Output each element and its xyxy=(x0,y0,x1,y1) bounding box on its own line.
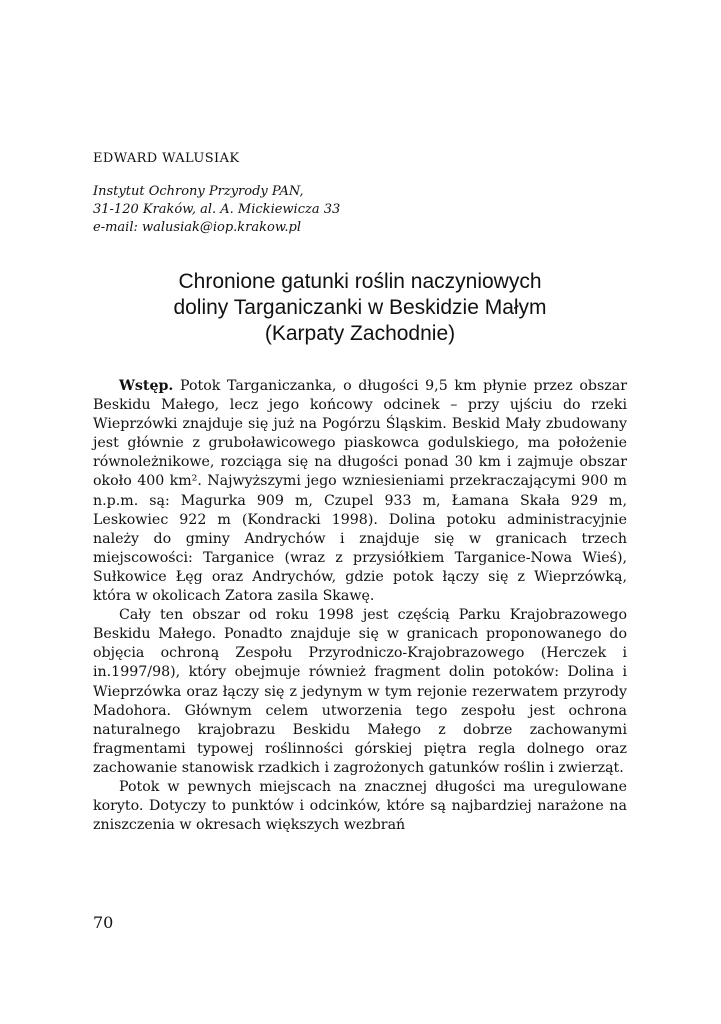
paragraph-3: Potok w pewnych miejscach na znacznej długości ma uregulowane koryto. Dotyczy to punktów i odcinków, które są najbardziej narażone na zniszczenia w okresach większych wezbrań xyxy=(93,778,627,834)
paragraph-introduction xyxy=(93,377,627,606)
article-page xyxy=(93,150,627,835)
article-title xyxy=(93,269,627,347)
title-line-1: Chronione gatunki roślin naczyniowych xyxy=(178,270,542,293)
title-line-3: (Karpaty Zachodnie) xyxy=(264,322,456,345)
paragraph-2: Cały ten obszar od roku 1998 jest częścią Parku Krajobrazowego Beskidu Małego. Ponadto znajduje się w granicach proponowanego do objęcia ochroną Zespołu Przyrodniczo-Krajobrazowego (Herczek i in.1997/98), który obejmuje również fragment dolin potoków: Dolina i Wieprzówka oraz łączy się z jedynym w tym rejonie rezerwatem przyrody Madohora. Głównym celem utworzenia tego zespołu jest ochrona naturalnego krajobrazu Beskidu Małego z dobrze zachowanymi fragmentami typowej roślinności górskiej piętra regla dolnego oraz zachowanie stanowisk rzadkich i zagrożonych gatunków roślin i zwierząt. xyxy=(93,607,627,776)
title-line-2: doliny Targaniczanki w Beskidzie Małym xyxy=(173,296,547,319)
affiliation-address: 31-120 Kraków, al. A. Mickiewicza 33 xyxy=(93,202,341,217)
article-body xyxy=(93,377,627,835)
affiliation-block xyxy=(93,183,627,237)
section-heading-intro: Wstęp. xyxy=(119,378,174,394)
page-number: 70 xyxy=(93,913,114,932)
affiliation-institute: Instytut Ochrony Przyrody PAN, xyxy=(93,184,304,199)
author-name: EDWARD WALUSIAK xyxy=(93,151,240,166)
paragraph-1-text: Potok Targaniczanka, o długości 9,5 km płynie przez obszar Beskidu Małego, lecz jego końcowy odcinek – przy ujściu do rzeki Wieprzówki znajduje się już na Pogórzu Śląskim. Beskid Mały zbudowany jest głównie z gruboławicowego piaskowca godulskiego, ma położenie równoleżnikowe, rozciąga się na długości ponad 30 km i zajmuje obszar około 400 km². Najwyższymi jego wzniesieniami przekraczającymi 900 m n.p.m. są: Magurka 909 m, Czupel 933 m, Łamana Skała 929 m, Leskowiec 922 m (Kondracki 1998). Dolina potoku administracyjnie należy do gminy Andrychów i znajduje się w granicach trzech miejscowości: Targanice (wraz z przysiółkiem Targanice-Nowa Wieś), Sułkowice Łęg oraz Andrychów, gdzie potok łączy się z Wieprzówką, która w okolicach Zatora zasila Skawę. xyxy=(93,378,627,605)
affiliation-email: e-mail: walusiak@iop.krakow.pl xyxy=(93,220,302,235)
